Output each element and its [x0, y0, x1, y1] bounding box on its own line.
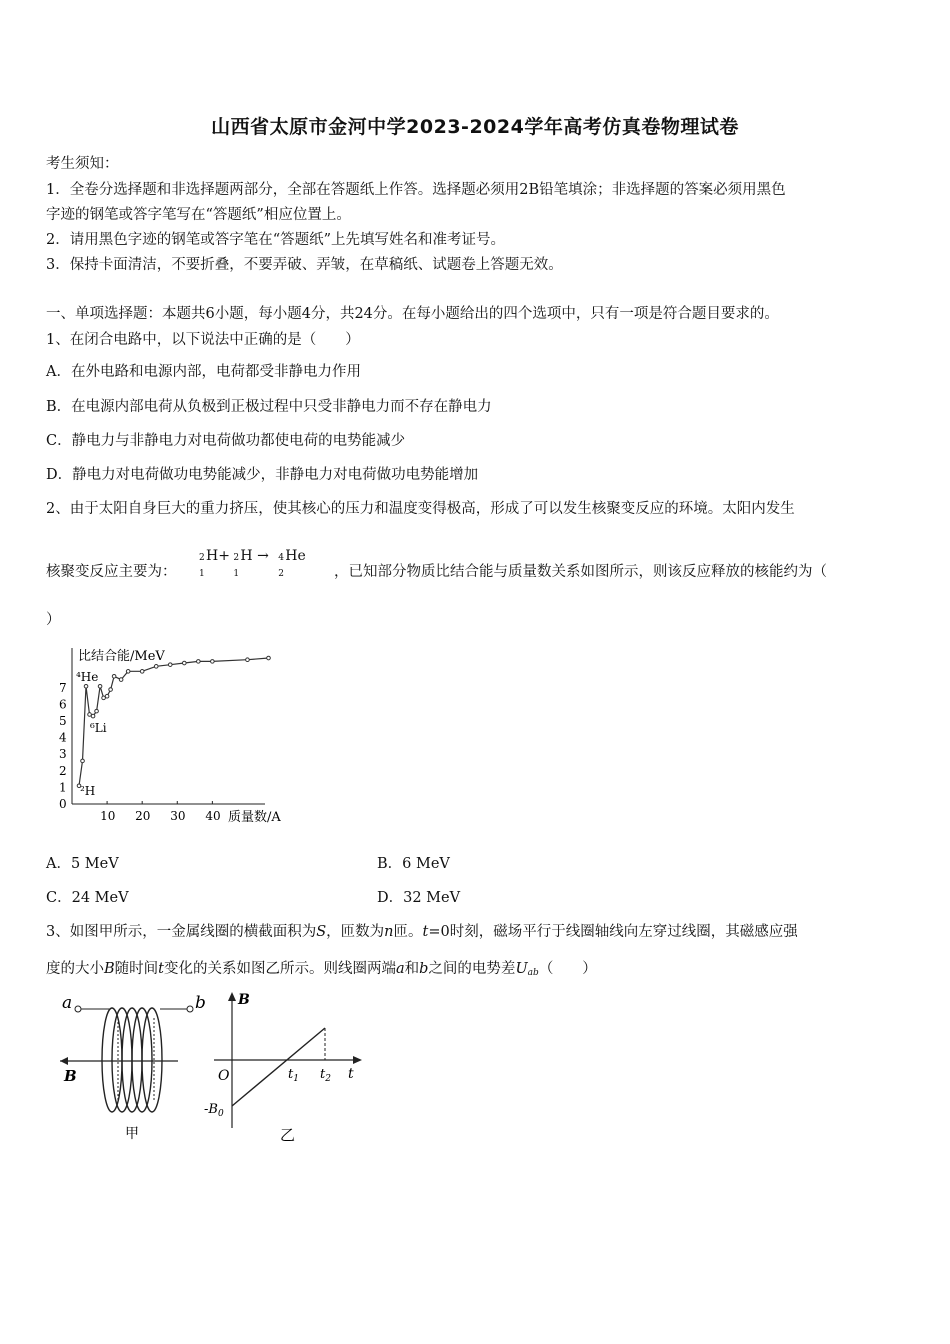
data-point	[154, 665, 158, 669]
y-tick-label: 1	[59, 780, 67, 795]
bt-xlabel: t	[348, 1066, 354, 1082]
q3-text: 度的大小	[46, 961, 104, 977]
data-point	[98, 684, 102, 688]
q3-stem-line1	[46, 920, 798, 941]
q3-var-t0: t	[422, 924, 429, 940]
q2-stem-line3: ）	[46, 612, 61, 628]
bt-y-arrow-icon	[228, 992, 236, 1001]
notice-item-1: 1．全卷分选择题和非选择题两部分，全部在答题纸上作答。选择题必须用2B铅笔填涂；非选择题的答案必须用黑色	[46, 182, 786, 198]
q3-text: 之间的电势差	[428, 961, 516, 977]
q3-text: （ ）	[538, 961, 597, 977]
data-point	[267, 656, 271, 660]
q2-option-a: A．5 MeV	[46, 856, 119, 872]
eq-z-2: 1	[233, 569, 240, 579]
chart-series-line	[79, 658, 269, 786]
q3-text: =0时刻，磁场平行于线圈轴线向左穿过线圈，其磁感应强	[428, 924, 798, 940]
bt-t2: $t_2$	[320, 1067, 331, 1084]
data-point	[168, 663, 172, 667]
q3-var-bterm: b	[419, 961, 429, 977]
data-point	[84, 684, 88, 688]
eq-mass-3: 4	[278, 553, 284, 563]
data-point	[182, 661, 186, 665]
y-tick-label: 3	[59, 747, 67, 762]
q2-option-d: D．32 MeV	[377, 890, 461, 906]
data-point	[246, 658, 250, 662]
q3-var-u: U	[515, 961, 528, 977]
data-point	[140, 670, 144, 674]
q3-text: 和	[404, 961, 420, 977]
q3-text: 随时间	[114, 961, 159, 977]
bt-x-arrow-icon	[353, 1056, 362, 1064]
q3-var-s: S	[316, 924, 327, 940]
x-tick-label: 20	[135, 809, 151, 823]
x-tick-label: 10	[100, 809, 116, 823]
coil-windings	[102, 1008, 162, 1112]
data-point	[95, 709, 99, 713]
y-tick-label: 2	[59, 763, 67, 778]
q1-option-d: D．静电力对电荷做功电势能减少，非静电力对电荷做功电势能增加	[46, 467, 479, 483]
data-point	[91, 714, 95, 718]
field-arrow-icon	[60, 1057, 68, 1065]
y-tick-label: 4	[59, 730, 67, 745]
q2-option-c: C．24 MeV	[46, 890, 129, 906]
data-point	[197, 660, 201, 664]
coil-terminal-b-dot	[187, 1006, 193, 1012]
q3-stem-line2	[46, 957, 597, 978]
q3-var-u-sub: ab	[527, 968, 539, 978]
notice-heading: 考生须知：	[46, 156, 119, 172]
q3-var-n: n	[384, 924, 394, 940]
eq-he: He	[285, 548, 306, 564]
chart-ylabel: 比结合能/MeV	[78, 649, 165, 664]
data-point	[112, 674, 116, 678]
notice-item-3: 3．保持卡面清洁，不要折叠，不要弄破、弄皱，在草稿纸、试题卷上答题无效。	[46, 257, 563, 273]
y-tick-label: 5	[59, 714, 67, 729]
section-heading: 一、单项选择题：本题共6小题，每小题4分，共24分。在每小题给出的四个选项中，只有一项是符合题目要求的。	[46, 306, 779, 322]
q3-text: 变化的关系如图乙所示。则线圈两端	[163, 961, 396, 977]
q2-stem-prefix: 核聚变反应主要为：	[46, 564, 177, 580]
bt-neg-b0: $-B_0$	[204, 1102, 224, 1119]
q1-stem: 1、在闭合电路中，以下说法中正确的是（ ）	[46, 332, 360, 348]
q3-var-b: B	[104, 961, 115, 977]
bt-graph-figure	[200, 988, 370, 1148]
q2-stem-suffix: ，已知部分物质比结合能与质量数关系如图所示，则该反应释放的核能约为（	[334, 564, 827, 580]
data-point	[81, 759, 85, 763]
q1-option-b: B．在电源内部电荷从负极到正极过程中只受非静电力而不存在静电力	[46, 399, 492, 415]
bt-t1: $t_1$	[288, 1067, 299, 1084]
coil-caption: 甲	[125, 1126, 139, 1142]
eq-mass-2: 2	[233, 553, 240, 563]
y-tick-label: 0	[59, 797, 67, 811]
notice-item-2: 2．请用黑色字迹的钢笔或答字笔在“答题纸”上先填写姓名和准考证号。	[46, 232, 506, 248]
coil-terminal-a-dot	[75, 1006, 81, 1012]
q3-text: ，匝数为	[326, 924, 385, 940]
data-point	[126, 670, 130, 674]
q3-text: 匝。	[393, 924, 423, 940]
eq-z-1: 1	[199, 569, 205, 579]
x-tick-label: 30	[170, 809, 186, 823]
notice-item-1-cont: 字迹的钢笔或答字笔写在“答题纸”相应位置上。	[46, 207, 351, 223]
data-point	[211, 660, 215, 664]
binding-energy-chart	[50, 640, 300, 830]
coil-terminal-a: a	[62, 993, 73, 1013]
eq-z-3: 2	[278, 569, 284, 579]
coil-field-label: B	[64, 1067, 77, 1085]
bt-ylabel: B	[238, 992, 250, 1008]
q3-text: 3、如图甲所示，一金属线圈的横截面积为	[46, 924, 317, 940]
q2-stem-line1: 2、由于太阳自身巨大的重力挤压，使其核心的压力和温度变得极高，形成了可以发生核聚变反应的环境。太阳内发生	[46, 501, 795, 517]
page-title: 山西省太原市金河中学2023-2024学年高考仿真卷物理试卷	[211, 116, 739, 138]
q1-option-a: A．在外电路和电源内部，电荷都受非静电力作用	[46, 364, 361, 380]
chart-xlabel: 质量数/A	[228, 810, 281, 825]
fusion-equation	[199, 548, 306, 579]
eq-h-1: H+	[206, 548, 230, 564]
bt-origin: O	[218, 1068, 230, 1084]
eq-h-2: H →	[240, 548, 269, 564]
annotation-he: ⁴He	[76, 670, 99, 684]
y-tick-label: 6	[59, 697, 67, 712]
q2-option-b: B．6 MeV	[377, 856, 450, 872]
q3-var-t: t	[158, 961, 164, 977]
bt-caption: 乙	[280, 1126, 296, 1144]
q1-option-c: C．静电力与非静电力对电荷做功都使电荷的电势能减少	[46, 433, 406, 449]
annotation-h: ²H	[80, 784, 96, 798]
q3-var-a: a	[395, 961, 405, 977]
coil-terminal-b: b	[195, 993, 206, 1013]
data-point	[119, 678, 123, 682]
eq-mass-1: 2	[199, 553, 205, 563]
y-tick-label: 7	[59, 680, 67, 695]
data-point	[105, 694, 109, 698]
annotation-li: ⁶Li	[90, 721, 107, 735]
x-tick-label: 40	[205, 809, 221, 823]
coil-figure	[50, 988, 220, 1148]
data-point	[109, 688, 113, 692]
bt-line	[232, 1028, 325, 1106]
